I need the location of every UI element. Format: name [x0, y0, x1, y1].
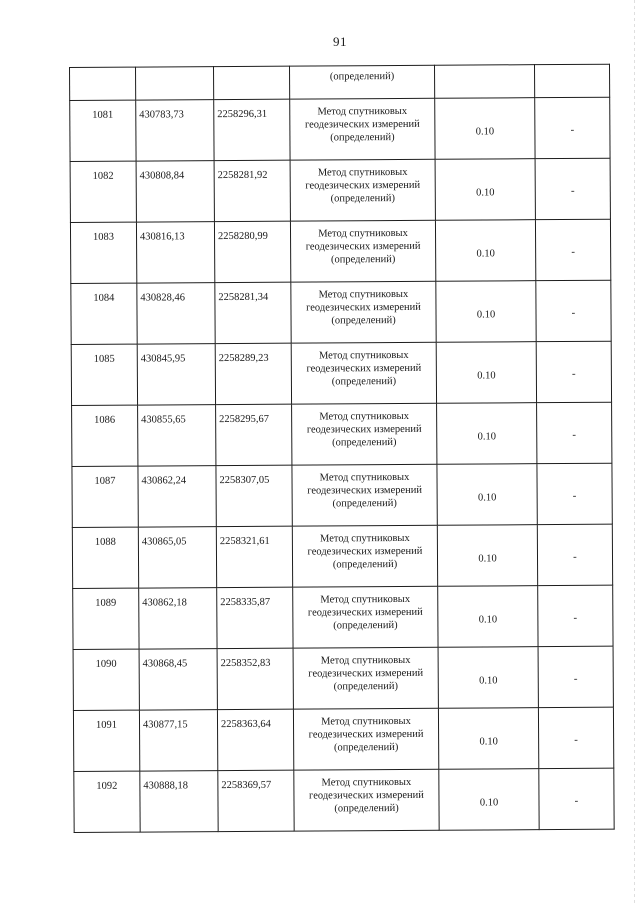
- note-value: -: [571, 245, 576, 258]
- y-coordinate-value: 2258363,64: [220, 718, 271, 731]
- x-coordinate-cell: [138, 405, 216, 466]
- point-number-value: 1089: [95, 597, 117, 609]
- point-number-cell: [70, 100, 136, 161]
- table-row: [72, 402, 612, 466]
- y-coordinate-cell: [216, 465, 292, 526]
- x-coordinate-cell: [136, 161, 214, 222]
- method-line: геодезических измерений: [308, 667, 424, 680]
- page-number: 91: [333, 34, 347, 49]
- x-coordinate-cell: [139, 710, 217, 771]
- note-cell: [538, 707, 613, 768]
- method-cell: [291, 342, 436, 404]
- note-value: -: [572, 428, 577, 441]
- y-coordinate-value: 2258369,57: [221, 779, 272, 792]
- y-coordinate-value: 2258352,83: [220, 657, 271, 670]
- method-text: [291, 160, 435, 206]
- method-text: [294, 709, 438, 755]
- note-value: -: [573, 550, 577, 563]
- x-coordinate-cell: [137, 344, 215, 405]
- note-cell: [537, 524, 612, 585]
- y-coordinate-cell: [217, 648, 293, 709]
- method-line: Метод спутниковых: [321, 776, 412, 789]
- accuracy-cell: [437, 464, 537, 526]
- method-line: геодезических измерений: [304, 118, 420, 131]
- continued-cell-num: [70, 67, 136, 100]
- y-coordinate-value: 2258335,87: [220, 596, 271, 609]
- accuracy-cell: [438, 708, 538, 770]
- x-coordinate-cell: [136, 222, 214, 283]
- method-cell: [293, 647, 438, 709]
- note-value: -: [574, 733, 578, 746]
- x-coordinate-cell: [140, 771, 218, 832]
- x-coordinate-value: 430868,45: [142, 658, 188, 670]
- point-number-cell: [72, 527, 138, 588]
- method-line: Метод спутниковых: [318, 349, 409, 362]
- y-coordinate-cell: [217, 709, 293, 770]
- note-cell: [537, 402, 612, 463]
- method-line: (определений): [331, 315, 396, 327]
- accuracy-value: 0.10: [476, 247, 495, 260]
- method-line: (определений): [330, 132, 395, 144]
- method-cell: [290, 98, 435, 160]
- method-line: (определений): [333, 620, 398, 632]
- accuracy-cell: [439, 769, 539, 831]
- method-text: [292, 343, 436, 389]
- accuracy-value: 0.10: [479, 674, 498, 687]
- note-cell: [535, 219, 610, 280]
- accuracy-value: 0.10: [477, 430, 496, 443]
- y-coordinate-value: 2258296,31: [217, 108, 268, 121]
- method-line: геодезических измерений: [306, 301, 421, 314]
- y-coordinate-value: 2258281,92: [217, 169, 268, 182]
- y-coordinate-cell: [214, 160, 290, 221]
- note-value: -: [570, 123, 575, 136]
- method-cell: [292, 525, 437, 587]
- y-coordinate-cell: [217, 587, 293, 648]
- accuracy-cell: [436, 342, 536, 404]
- accuracy-value: 0.10: [479, 735, 498, 748]
- method-line: геодезических измерений: [307, 545, 423, 558]
- coordinates-table: [69, 64, 615, 833]
- method-line: геодезических измерений: [307, 484, 423, 497]
- x-coordinate-cell: [136, 100, 214, 161]
- accuracy-cell: [436, 281, 536, 343]
- point-number-cell: [73, 649, 139, 710]
- method-line: Метод спутниковых: [317, 105, 408, 118]
- accuracy-cell: [435, 98, 535, 160]
- method-cell: [292, 464, 437, 526]
- method-line: геодезических измерений: [309, 789, 424, 802]
- accuracy-value: 0.10: [478, 613, 498, 626]
- method-line: (определений): [333, 742, 399, 754]
- accuracy-value: 0.10: [479, 796, 499, 809]
- point-number-cell: [72, 466, 138, 527]
- note-value: -: [572, 367, 576, 380]
- point-number-cell: [73, 588, 139, 649]
- accuracy-value: 0.10: [475, 125, 495, 138]
- table-row: [73, 707, 613, 771]
- y-coordinate-cell: [215, 282, 291, 343]
- note-value: -: [572, 489, 577, 502]
- method-line: (определений): [333, 681, 399, 693]
- accuracy-value: 0.10: [476, 308, 496, 321]
- table-row: [70, 219, 610, 283]
- y-coordinate-value: 2258289,23: [218, 352, 269, 365]
- table-row: [74, 768, 614, 832]
- x-coordinate-value: 430783,73: [139, 109, 184, 121]
- point-number-cell: [73, 710, 139, 771]
- x-coordinate-cell: [138, 527, 216, 588]
- accuracy-value: 0.10: [477, 369, 496, 382]
- point-number-cell: [70, 161, 136, 222]
- note-cell: [537, 463, 612, 524]
- y-coordinate-cell: [216, 526, 292, 587]
- x-coordinate-cell: [138, 466, 216, 527]
- x-coordinate-value: 430862,18: [142, 597, 187, 609]
- note-value: -: [573, 611, 578, 624]
- method-line: Метод спутниковых: [318, 288, 409, 301]
- accuracy-value: 0.10: [477, 491, 497, 504]
- accuracy-value: 0.10: [478, 552, 497, 565]
- method-line: (определений): [332, 559, 398, 571]
- point-number-value: 1091: [95, 719, 118, 731]
- x-coordinate-cell: [139, 588, 217, 649]
- note-cell: [536, 341, 611, 402]
- method-line: (определений): [332, 437, 397, 449]
- table-row: [70, 97, 610, 161]
- accuracy-cell: [437, 525, 537, 587]
- accuracy-cell: [435, 220, 535, 282]
- note-value: -: [570, 184, 575, 197]
- note-value: -: [571, 306, 576, 319]
- y-coordinate-cell: [216, 404, 292, 465]
- method-line: геодезических измерений: [305, 179, 421, 192]
- x-coordinate-value: 430808,84: [139, 170, 185, 182]
- point-number-cell: [71, 344, 137, 405]
- y-coordinate-value: 2258295,67: [219, 413, 270, 426]
- table-row: [70, 158, 610, 222]
- scan-edge-line: [634, 0, 635, 905]
- accuracy-cell: [435, 159, 535, 221]
- point-number-value: 1086: [94, 414, 116, 426]
- x-coordinate-cell: [137, 283, 215, 344]
- method-line: геодезических измерений: [306, 423, 422, 436]
- table-row: [73, 585, 613, 649]
- note-cell: [535, 158, 610, 219]
- method-cell: [291, 281, 436, 343]
- y-coordinate-value: 2258321,61: [219, 535, 270, 548]
- point-number-cell: [70, 222, 136, 283]
- x-coordinate-value: 430855,65: [141, 414, 186, 426]
- method-line: Метод спутниковых: [318, 227, 408, 240]
- method-line: (определений): [331, 376, 397, 388]
- method-cell: [294, 769, 439, 831]
- continued-method-text: (определений): [329, 71, 395, 83]
- method-line: Метод спутниковых: [319, 471, 410, 484]
- method-text: [291, 221, 435, 267]
- continued-row: [70, 64, 610, 100]
- x-coordinate-value: 430888,18: [143, 780, 189, 792]
- point-number-cell: [74, 771, 140, 832]
- note-value: -: [573, 672, 578, 685]
- point-number-value: 1087: [94, 475, 116, 487]
- method-line: (определений): [330, 254, 396, 266]
- note-value: -: [574, 794, 579, 807]
- method-line: геодезических измерений: [305, 240, 421, 253]
- point-number-cell: [71, 283, 137, 344]
- table-row: [73, 646, 613, 710]
- x-coordinate-value: 430816,13: [140, 231, 185, 243]
- note-cell: [539, 768, 614, 829]
- method-line: Метод спутниковых: [320, 532, 410, 545]
- accuracy-cell: [437, 403, 537, 465]
- method-cell: [290, 220, 435, 282]
- point-number-value: 1090: [95, 658, 117, 670]
- point-number-cell: [72, 405, 138, 466]
- continued-cell-y: [214, 66, 290, 99]
- y-coordinate-value: 2258307,05: [219, 474, 270, 487]
- point-number-value: 1092: [96, 780, 118, 792]
- point-number-value: 1085: [93, 353, 115, 365]
- continued-cell-note: [534, 64, 609, 97]
- method-line: геодезических измерений: [306, 362, 422, 375]
- y-coordinate-value: 2258280,99: [218, 230, 268, 243]
- x-coordinate-value: 430828,46: [140, 292, 186, 304]
- note-cell: [536, 280, 611, 341]
- note-cell: [538, 646, 613, 707]
- note-cell: [535, 97, 610, 158]
- method-text: [292, 465, 436, 511]
- method-cell: [290, 159, 435, 221]
- accuracy-cell: [438, 647, 538, 709]
- table-row: [71, 341, 611, 405]
- method-line: Метод спутниковых: [317, 166, 408, 179]
- table-row: [72, 524, 612, 588]
- x-coordinate-value: 430865,05: [141, 536, 187, 548]
- continued-cell-x: [136, 67, 214, 100]
- coordinates-table-body: [70, 64, 615, 832]
- y-coordinate-cell: [214, 221, 290, 282]
- method-text: [294, 648, 438, 694]
- method-line: (определений): [330, 193, 396, 205]
- x-coordinate-value: 430845,95: [140, 353, 186, 365]
- point-number-value: 1084: [93, 292, 115, 304]
- method-cell: [292, 403, 437, 465]
- method-line: Метод спутниковых: [320, 593, 411, 606]
- method-line: Метод спутниковых: [321, 715, 411, 728]
- y-coordinate-cell: [215, 343, 291, 404]
- x-coordinate-cell: [139, 649, 217, 710]
- y-coordinate-cell: [214, 99, 290, 160]
- point-number-value: 1088: [94, 536, 116, 548]
- method-cell: [293, 708, 438, 770]
- method-line: Метод спутниковых: [319, 410, 410, 423]
- method-text: [293, 587, 437, 633]
- continued-cell-method: [289, 65, 434, 99]
- accuracy-value: 0.10: [476, 186, 495, 199]
- y-coordinate-cell: [218, 770, 294, 831]
- method-line: геодезических измерений: [307, 606, 423, 619]
- method-line: (определений): [334, 802, 399, 815]
- table-row: [71, 280, 611, 344]
- method-text: [290, 99, 434, 145]
- y-coordinate-value: 2258281,34: [218, 291, 269, 304]
- method-line: Метод спутниковых: [320, 654, 411, 667]
- x-coordinate-value: 430862,24: [141, 475, 187, 487]
- method-line: геодезических измерений: [308, 728, 424, 741]
- point-number-value: 1081: [92, 109, 114, 121]
- table-row: [72, 463, 612, 527]
- point-number-value: 1083: [93, 231, 115, 243]
- method-line: (определений): [332, 498, 397, 510]
- method-text: [293, 526, 437, 572]
- x-coordinate-value: 430877,15: [142, 719, 188, 731]
- method-text: [292, 404, 436, 450]
- note-cell: [538, 585, 613, 646]
- method-text: [291, 282, 435, 328]
- accuracy-cell: [438, 586, 538, 648]
- method-cell: [293, 586, 438, 648]
- continued-cell-accuracy: [434, 65, 534, 99]
- method-text: [294, 770, 438, 816]
- point-number-value: 1082: [92, 170, 114, 182]
